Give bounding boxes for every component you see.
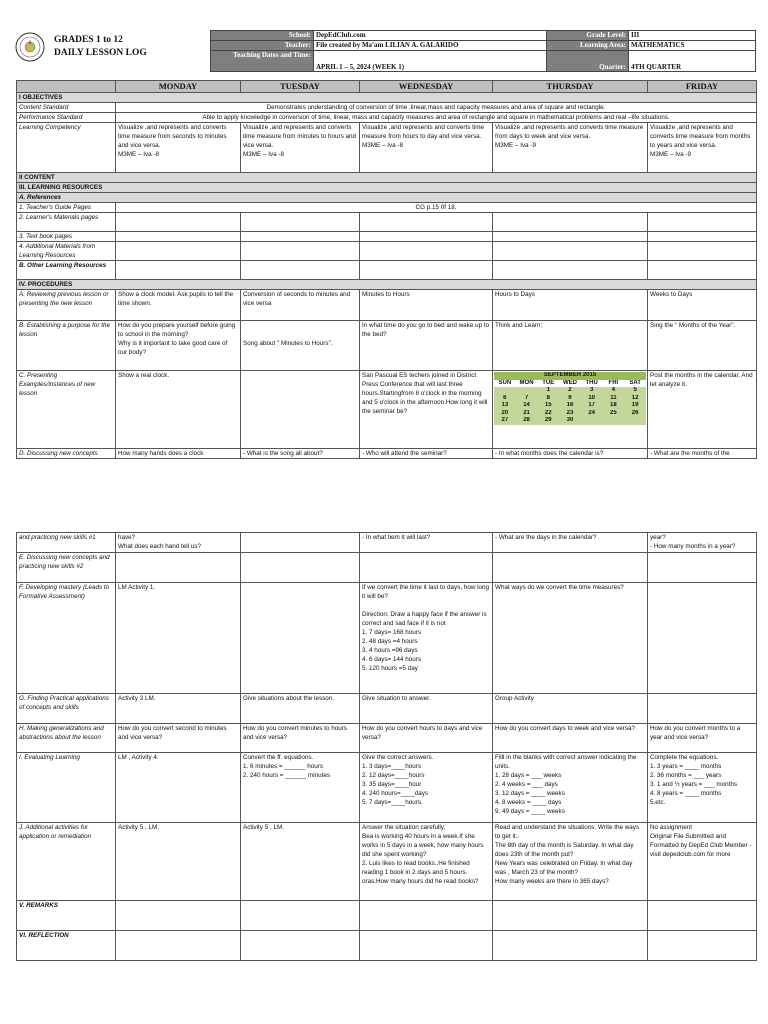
calendar-day: 18 [603, 402, 625, 410]
row-label-purpose: B. Establishing a purpose for the lesson [17, 321, 116, 371]
review-tuesday: Conversion of seconds to minutes and vice versa [241, 290, 360, 321]
additional-friday: No assignment Original File Submitted and Formatted by DepEd Club Member - visit depedclub.com for more [648, 823, 757, 901]
row-label-content-standard: Content Standard [17, 103, 116, 113]
day-header-friday: FRIDAY [648, 81, 757, 93]
tg-pages-text: CG p.15 0f 18. [116, 203, 757, 213]
presenting-monday: Show a real clock. [116, 371, 241, 449]
deped-seal-icon [15, 32, 45, 62]
competency-tuesday: Visualize ,and represents and converts time measure from minutes to hours and vice versa. M3ME – Iva -8 [241, 123, 360, 173]
calendar-day [494, 387, 516, 395]
discussing-cont-monday: have? What does each hand tell us? [116, 533, 241, 553]
calendar-day: 25 [603, 410, 625, 418]
generalizations-monday: How do you convert second to minutes and vice versa? [116, 724, 241, 753]
purpose-wednesday: In what time do you go to bed and wake up to the bed? [360, 321, 493, 371]
calendar-day: 21 [516, 410, 538, 418]
applications-tuesday: Give situations about the lesson. [241, 694, 360, 724]
school-label: School: [211, 31, 314, 41]
calendar-day: 19 [624, 402, 646, 410]
calendar-day: 22 [537, 410, 559, 418]
discussing-cont-thursday: - What are the days in the calendar? [493, 533, 648, 553]
discussing-cont-friday: year? - How many months in a year? [648, 533, 757, 553]
calendar-dayname: THU [581, 380, 603, 388]
row-label-discussing-2: E. Discussing new concepts and practicing new skills #2 [17, 553, 116, 583]
dates-value: APRIL 1 – 5, 2024 (WEEK 1) [314, 51, 547, 72]
calendar-day: 6 [494, 395, 516, 403]
competency-wednesday: Visualize ,and represents and converts time measure from hours to day and vice versa. M3ME – Iva -8 [360, 123, 493, 173]
discussing-thursday: - In what months does the calendar is? [493, 449, 648, 459]
mastery-monday: LM Activity 1. [116, 583, 241, 694]
calendar-day: 4 [603, 387, 625, 395]
additional-thursday: Read and understand the situations. Write the ways to get it.. The 8th day of the month is Saturday. In what day does 23th of the month put? New Years was celebrated on Friday. In what day was , March 23 of the month? How many weeks are there in 365 days? [493, 823, 648, 901]
evaluating-tuesday: Convert the ff. equations. 1. 6 minutes = ______ hours 2. 240 hours = ______ minutes [241, 753, 360, 823]
row-label-lm: 2. Learner's Materials pages [17, 213, 116, 232]
calendar-day: 15 [537, 402, 559, 410]
calendar-day: 27 [494, 417, 516, 425]
calendar-dayname: SAT [624, 380, 646, 388]
calendar-dayname: MON [516, 380, 538, 388]
calendar-day: 28 [516, 417, 538, 425]
corner-cell [17, 81, 116, 93]
day-header-thursday: THURSDAY [493, 81, 648, 93]
calendar-day: 1 [537, 387, 559, 395]
lesson-table-page2 [16, 532, 757, 961]
generalizations-tuesday: How do you convert minutes to hours and vice versa? [241, 724, 360, 753]
teacher-label: Teacher: [211, 41, 314, 51]
review-monday: Show a clock model. Ask pupils to tell the time shown. [116, 290, 241, 321]
applications-monday: Activity 3 LM. [116, 694, 241, 724]
discussing-cont-tuesday [241, 533, 360, 553]
quarter-value: 4TH QUARTER [629, 51, 756, 72]
discussing-cont-wednesday: - In what tiem it will last? [360, 533, 493, 553]
calendar-day: 8 [537, 395, 559, 403]
row-label-remarks: V. REMARKS [17, 901, 116, 931]
competency-friday: Visualize ,and represents and converts time measure from months to years and vice versa. M3ME – Iva -9 [648, 123, 757, 173]
calendar-september-2015 [494, 372, 646, 425]
generalizations-wednesday: How do you convert hours to days and vice versa? [360, 724, 493, 753]
mastery-tuesday [241, 583, 360, 694]
mastery-friday [648, 583, 757, 694]
row-label-mastery: F. Developing mastery (Leads to Formative Assessment) [17, 583, 116, 694]
row-label-discussing: D. Discussing new concepts [17, 449, 116, 459]
row-label-other-resources: B. Other Learning Resources [17, 261, 116, 280]
calendar-day [581, 417, 603, 425]
calendar-day: 3 [581, 387, 603, 395]
calendar-day: 12 [624, 395, 646, 403]
evaluating-thursday: Filll in the blanks with correct answer indicating the units. 1. 28 days = ___ weeks 2. 4 weeks = ___ days 3. 12 days = ____ weeks 4. 8 weeks = ____ days 9. 49 days = ____ weeks [493, 753, 648, 823]
additional-tuesday: Activity 5 , LM. [241, 823, 360, 901]
generalizations-friday: How do you convert months to a year and vice versa? [648, 724, 757, 753]
additional-wednesday: Answer the situation carefully; Bea is working 40 hours in a week.If she works in 5 days in a week, how many hours did she spent working? 2. Luis likes to read books..He finished reading 1 book in 2 days and 5 hours. oras.How many hours did he read books? [360, 823, 493, 901]
row-label-reflection: VI. REFLECTION [17, 931, 116, 961]
row-label-additional: 4. Additional Materials from Learning Resources [17, 242, 116, 261]
row-label-generalizations: H. Making generalizations and abstractions about the lesson [17, 724, 116, 753]
calendar-day: 10 [581, 395, 603, 403]
calendar-day: 7 [516, 395, 538, 403]
calendar-dayname: FRI [603, 380, 625, 388]
row-label-applications: G. Finding Practical applications of concepts and skills [17, 694, 116, 724]
header-info-table [210, 30, 756, 72]
generalizations-thursday: How do you convert days to week and vice versa? [493, 724, 648, 753]
quarter-label: Quarter: [547, 51, 629, 72]
calendar-day: 9 [559, 395, 581, 403]
discussing-friday: - What are the months of the [648, 449, 757, 459]
section-objectives: I OBJECTIVES [17, 93, 757, 103]
calendar-day: 29 [537, 417, 559, 425]
purpose-tuesday: Song about " Minutes to Hours". [241, 321, 360, 371]
lesson-table-page1 [16, 80, 757, 459]
section-content: II CONTENT [17, 173, 757, 183]
review-wednesday: Minutes to Hours [360, 290, 493, 321]
grade-value: III [629, 31, 756, 41]
competency-thursday: Visualize ,and represents and converts time measure from days to week and vice versa. M3ME – Iva -9 [493, 123, 648, 173]
performance-standard-text: Able to apply knowledge in conversion of time, linear, mass and capacity measures and area of rectangle and square in mathematical problems and real –life situations. [116, 113, 757, 123]
section-references: A. References [17, 193, 757, 203]
competency-monday: Visualize ,and represents and converts time measure from seconds to minutes and vice versa. M3ME – Iva -8 [116, 123, 241, 173]
calendar-day: 23 [559, 410, 581, 418]
applications-friday [648, 694, 757, 724]
additional-monday: Activity 5 , LM. [116, 823, 241, 901]
calendar-day: 20 [494, 410, 516, 418]
evaluating-monday: LM , Activity 4. [116, 753, 241, 823]
calendar-day: 30 [559, 417, 581, 425]
calendar-dayname: TUE [537, 380, 559, 388]
discussing-monday: How many hands does a clock [116, 449, 241, 459]
calendar-dayname: SUN [494, 380, 516, 388]
presenting-wednesday: San Pascual ES techers joined in District Press Conference that will last three hours.Startingfrom 8 o'clock in the morning and 5 o'clock in the afternoon.How long it will the seminar be? [360, 371, 493, 449]
calendar-day: 13 [494, 402, 516, 410]
calendar-day: 24 [581, 410, 603, 418]
calendar-day [624, 417, 646, 425]
section-resources: III. LEARNING RESOURCES [17, 183, 757, 193]
row-label-review: A. Reviewing previous lesson or presenting the new lesson [17, 290, 116, 321]
calendar-day: 2 [559, 387, 581, 395]
row-label-performance-standard: Performance Standard [17, 113, 116, 123]
calendar-title: SEPTEMBER 2015 [494, 372, 646, 380]
day-header-wednesday: WEDNESDAY [360, 81, 493, 93]
discussing-wednesday: - Who will attend the seminar? [360, 449, 493, 459]
dates-label: Teaching Dates and Time: [211, 51, 314, 72]
evaluating-friday: Complete the equations. 1. 3 years = ____ months 2. 36 months = ___ years 3. 1 and ½ years = ___ months 4. 8 years = ____ months 5.etc. [648, 753, 757, 823]
discussing-tuesday: - What is the song all about? [241, 449, 360, 459]
calendar-day: 5 [624, 387, 646, 395]
purpose-monday: How do you prepare yourself before going to school in the morning? Why is it important to take good care of our body? [116, 321, 241, 371]
purpose-thursday: Think and Learn; [493, 321, 648, 371]
review-friday: Weeks to Days [648, 290, 757, 321]
row-label-textbook: 3. Text book pages [17, 232, 116, 242]
form-title-dll: DAILY LESSON LOG [54, 48, 147, 58]
evaluating-wednesday: Give the correct answers. 1. 3 days=____hours 2. 12 days=____hours 3. 35 days=____hour 4. 240 hours=____days 5. 7 days=____hours. [360, 753, 493, 823]
row-label-competency: Learning Competency [17, 123, 116, 173]
section-procedures: IV. PROCEDURES [17, 280, 757, 290]
school-value: DepEdClub.com [314, 31, 547, 41]
row-label-presenting: C. Presenting Examples/instances of new lesson [17, 371, 116, 449]
area-label: Learning Area: [547, 41, 629, 51]
presenting-tuesday [241, 371, 360, 449]
calendar-day: 14 [516, 402, 538, 410]
review-thursday: Hours to Days [493, 290, 648, 321]
row-label-evaluating: I. Evaluating Learning [17, 753, 116, 823]
presenting-thursday-calendar-cell [493, 371, 648, 449]
row-label-additional-activities: J. Additional activities for application or remediation [17, 823, 116, 901]
teacher-value: File created by Ma'am LILIAN A. GALARIDO [314, 41, 547, 51]
form-title-grades: GRADES 1 to 12 [54, 35, 123, 45]
row-label-discussing-cont: and practicing new skills #1 [17, 533, 116, 553]
purpose-friday: Sing the " Months of the Year". [648, 321, 757, 371]
row-label-tg: 1. Teacher's Guide Pages [17, 203, 116, 213]
mastery-thursday: What ways do we convert the time measures? [493, 583, 648, 694]
calendar-day [603, 417, 625, 425]
presenting-friday: Post the months in the calendar. And let analyze it. [648, 371, 757, 449]
calendar-dayname: WED [559, 380, 581, 388]
calendar-day: 17 [581, 402, 603, 410]
calendar-day [516, 387, 538, 395]
day-header-monday: MONDAY [116, 81, 241, 93]
applications-thursday: Group Activity [493, 694, 648, 724]
applications-wednesday: Give situation to answer. [360, 694, 493, 724]
area-value: MATHEMATICS [629, 41, 756, 51]
content-standard-text: Demonstrates understanding of conversion of time ,linear,mass and capacity measures and area of square and rectangle. [116, 103, 757, 113]
day-header-tuesday: TUESDAY [241, 81, 360, 93]
grade-label: Grade Level: [547, 31, 629, 41]
calendar-day: 26 [624, 410, 646, 418]
mastery-wednesday: If we convert the time it last to days, how long it will be? Direction: Draw a happy face if the answer is correct and sad face if it is not 1. 7 days= 168 hours 2. 48 days =4 hours 3. 4 hours =96 days 4. 6 days= 144 hours 5. 120 hours =5 day [360, 583, 493, 694]
calendar-day: 16 [559, 402, 581, 410]
calendar-day: 11 [603, 395, 625, 403]
